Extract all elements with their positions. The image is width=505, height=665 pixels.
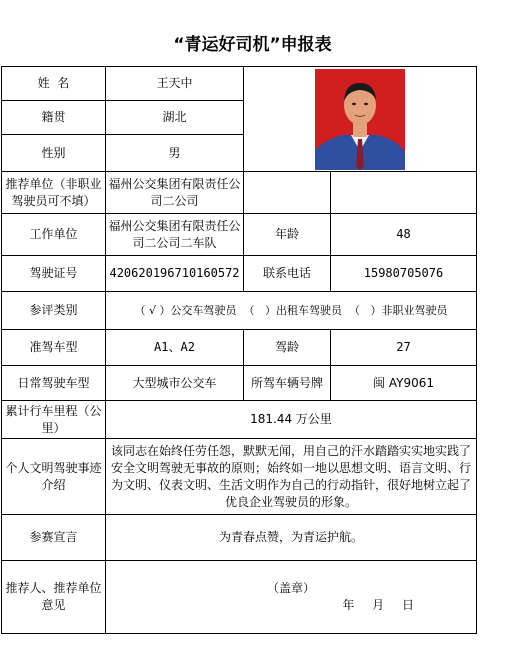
phone-label: 联系电话 (244, 256, 331, 292)
category-value: （ √ ）公交车驾驶员 （ ）出租车驾驶员 （ ）非职业驾驶员 (106, 292, 477, 330)
gender-label: 性别 (2, 135, 106, 172)
origin-label: 籍贯 (2, 101, 106, 135)
plate-value: 闽 AY9061 (331, 366, 477, 401)
declaration-label: 参赛宣言 (2, 515, 106, 561)
name-value: 王天中 (106, 67, 244, 101)
recommender-opinion-label: 推荐人、推荐单位意见 (2, 561, 106, 634)
intro-label: 个人文明驾驶事迹介绍 (2, 439, 106, 515)
workplace-label: 工作单位 (2, 214, 106, 256)
plate-label: 所驾车辆号牌 (244, 366, 331, 401)
application-form-table (1, 66, 477, 634)
phone-value: 15980705076 (331, 256, 477, 292)
name-label: 姓 名 (2, 67, 106, 101)
category-label: 参评类别 (2, 292, 106, 330)
declaration-value: 为青春点赞，为青运护航。 (106, 515, 477, 561)
recommend-unit-value: 福州公交集团有限责任公司二公司 (106, 172, 244, 214)
license-value: 420620196710160572 (106, 256, 244, 292)
daily-vehicle-value: 大型城市公交车 (106, 366, 244, 401)
form-title: “青运好司机”申报表 (173, 35, 332, 55)
vehicle-type-label: 准驾车型 (2, 330, 106, 366)
vehicle-type-value: A1、A2 (106, 330, 244, 366)
daily-vehicle-label: 日常驾驶车型 (2, 366, 106, 401)
date-text: 年 月 日 (342, 598, 414, 612)
recommend-unit-label: 推荐单位（非职业驾驶员可不填） (2, 172, 106, 214)
empty-cell-a (244, 172, 331, 214)
driving-years-value: 27 (331, 330, 477, 366)
recommender-opinion-cell (106, 561, 477, 634)
applicant-photo (315, 69, 405, 170)
origin-value: 湖北 (106, 101, 244, 135)
photo-left-eye (352, 102, 356, 104)
age-value: 48 (331, 214, 477, 256)
license-label: 驾驶证号 (2, 256, 106, 292)
mileage-label: 累计行车里程（公里） (2, 401, 106, 439)
workplace-value: 福州公交集团有限责任公司二公司二车队 (106, 214, 244, 256)
driving-years-label: 驾龄 (244, 330, 331, 366)
age-label: 年龄 (244, 214, 331, 256)
photo-right-eye (364, 102, 368, 104)
photo-cell (244, 67, 477, 172)
gender-value: 男 (106, 135, 244, 172)
seal-text: （盖章） (266, 581, 315, 595)
mileage-value: 181.44 万公里 (106, 401, 477, 439)
intro-value: 该同志在始终任劳任怨，默默无闻，用自己的汗水踏踏实实地实践了安全文明驾驶无事故的原则；始终如一地以思想文明、语言文明、行为文明、仪表文明、生活文明作为自己的行动指针，很好地树立起了优良企业驾驶员的形象。 (106, 439, 477, 515)
empty-cell-b (331, 172, 477, 214)
